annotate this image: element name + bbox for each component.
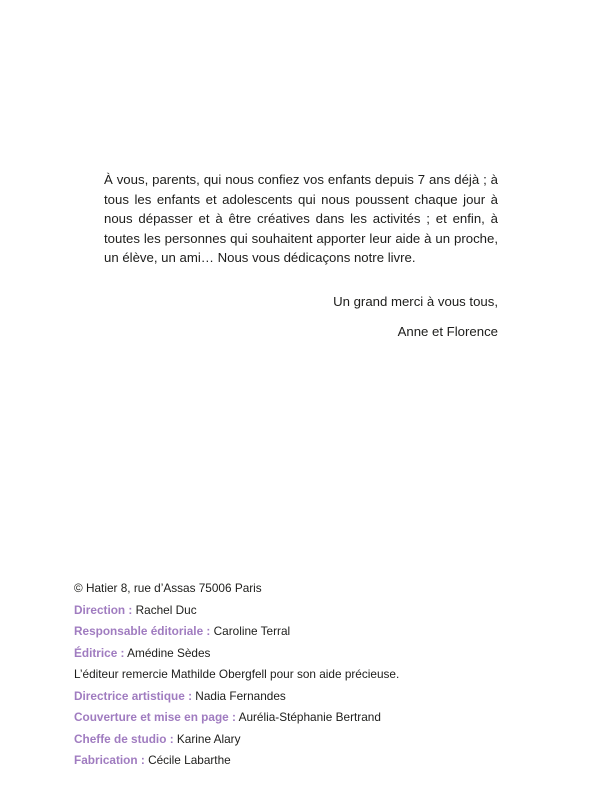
credit-responsable-editoriale [74,621,574,643]
credit-direction [74,600,574,622]
signoff [104,292,498,341]
credit-label: Couverture et mise en page : [74,710,236,724]
credit-value: Caroline Terral [213,624,291,638]
dedication-block [104,170,498,351]
credit-label: Fabrication : [74,753,145,767]
credit-value: Amédine Sèdes [127,645,211,660]
credit-value: Rachel Duc [135,602,197,617]
credit-value: Aurélia-Stéphanie Bertrand [238,710,381,724]
credit-label: Éditrice : [74,645,125,660]
credit-fabrication [74,750,574,772]
authors-line: Anne et Florence [397,323,498,339]
dedication-text: À vous, parents, qui nous confiez vos enfants depuis 7 ans déjà ; à tous les enfants et adolescents qui nous poussent chaque jour à nous dépasser et à être créatives dans les activités ; et enfin, à toutes les personnes qui souhaitent apporter leur aide à un proche, un élève, un ami… Nous vous dédicaçons notre livre. [104,172,498,266]
credit-label: Responsable éditoriale : [74,624,211,638]
credit-label: Direction : [74,602,133,617]
credit-value: Karine Alary [176,731,241,746]
credit-editrice [74,643,574,665]
credit-couverture [74,707,574,729]
thanks-line: Un grand merci à vous tous, [333,293,498,309]
credit-thanks-note: L’éditeur remercie Mathilde Obergfell pour son aide précieuse. [74,667,400,681]
credits-block [74,578,574,772]
credit-value: Nadia Fernandes [195,688,286,703]
credit-label: Cheffe de studio : [74,731,174,746]
copyright-line: © Hatier 8, rue d’Assas 75006 Paris [74,581,262,595]
credit-value: Cécile Labarthe [148,753,231,767]
credit-cheffe-studio [74,729,574,751]
credit-label: Directrice artistique : [74,688,193,703]
credit-directrice-artistique [74,686,574,708]
